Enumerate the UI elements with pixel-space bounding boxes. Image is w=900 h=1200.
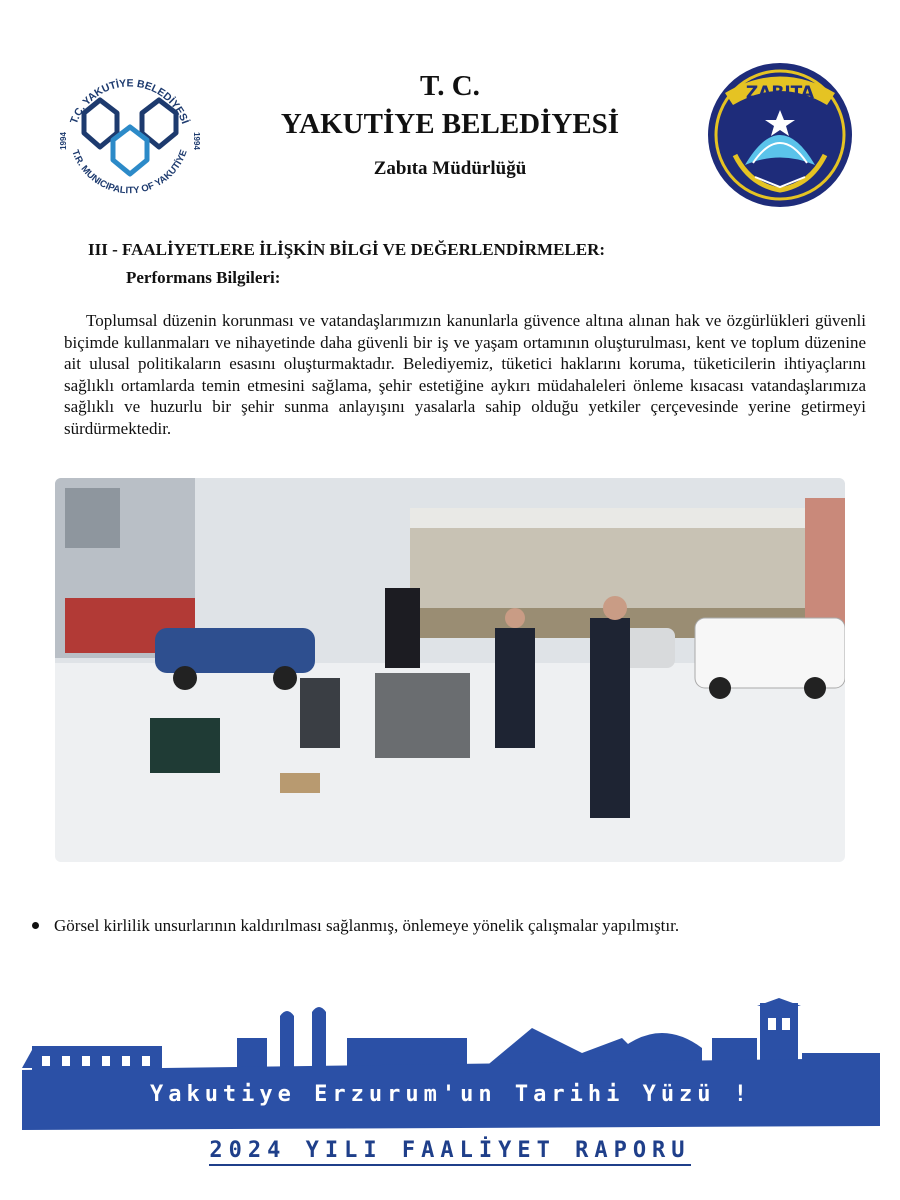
paragraph-text: Toplumsal düzenin korunması ve vatandaşlarımızın kanunlarla güvence altına alınan hak ve özgürlükleri güvenli biçimde kullanmaları ve nihayetinde daha güvenli bir iş ve yaşam ortamının oluşturulması, kent ve toplum düzenine ait ulusal politikaların esasını oluşturmaktadır. Belediyemiz, tüketici haklarını koruma, tüketicilerin ihtiyaçlarını sağlıklı ortamlarda temin etmesini sağlama, şehir estetiğine aykırı müdahaleleri önleme kısacası vatandaşlarımıza sağlıklı ve huzurlu bir şehir sunma anlayışını yasalarla sahip olduğu yetkiler çerçevesinde yerine getirmeyi sürdürmektedir. <box>64 311 866 438</box>
logo-text-bottom: T.R. MUNICIPALITY OF YAKUTİYE <box>69 148 190 197</box>
report-title-text: 2024 YILI FAALİYET RAPORU <box>209 1138 690 1166</box>
bullet-item: Görsel kirlilik unsurlarının kaldırılması sağlanmış, önlemeye yönelik çalışmalar yapılmıştır. <box>54 916 680 935</box>
logo-text-top: T.C. YAKUTİYE BELEDİYESİ <box>68 77 192 126</box>
city-skyline-banner <box>22 998 880 1130</box>
zabita-badge-logo <box>705 55 855 215</box>
intro-paragraph <box>64 310 866 439</box>
badge-text: ZABITA <box>745 83 815 103</box>
section-title: III - FAALİYETLERE İLİŞKİN BİLGİ VE DEĞERLENDİRMELER: <box>88 240 606 259</box>
header-municipality-name: YAKUTİYE BELEDİYESİ <box>280 108 620 140</box>
logo-year-right: 1994 <box>192 132 201 150</box>
header-line-tc: T. C. <box>420 70 480 102</box>
photo-scene <box>55 478 845 862</box>
banner-slogan: Yakutiye Erzurum'un Tarihi Yüzü ! <box>149 1082 753 1107</box>
bullet-icon <box>32 922 39 929</box>
logo-year-left: 1994 <box>59 132 68 150</box>
field-work-photo <box>55 478 845 862</box>
report-title <box>0 1138 900 1163</box>
bullet-list <box>32 916 679 936</box>
header-department: Zabıta Müdürlüğü <box>373 158 527 179</box>
section-subtitle: Performans Bilgileri: <box>126 268 281 287</box>
